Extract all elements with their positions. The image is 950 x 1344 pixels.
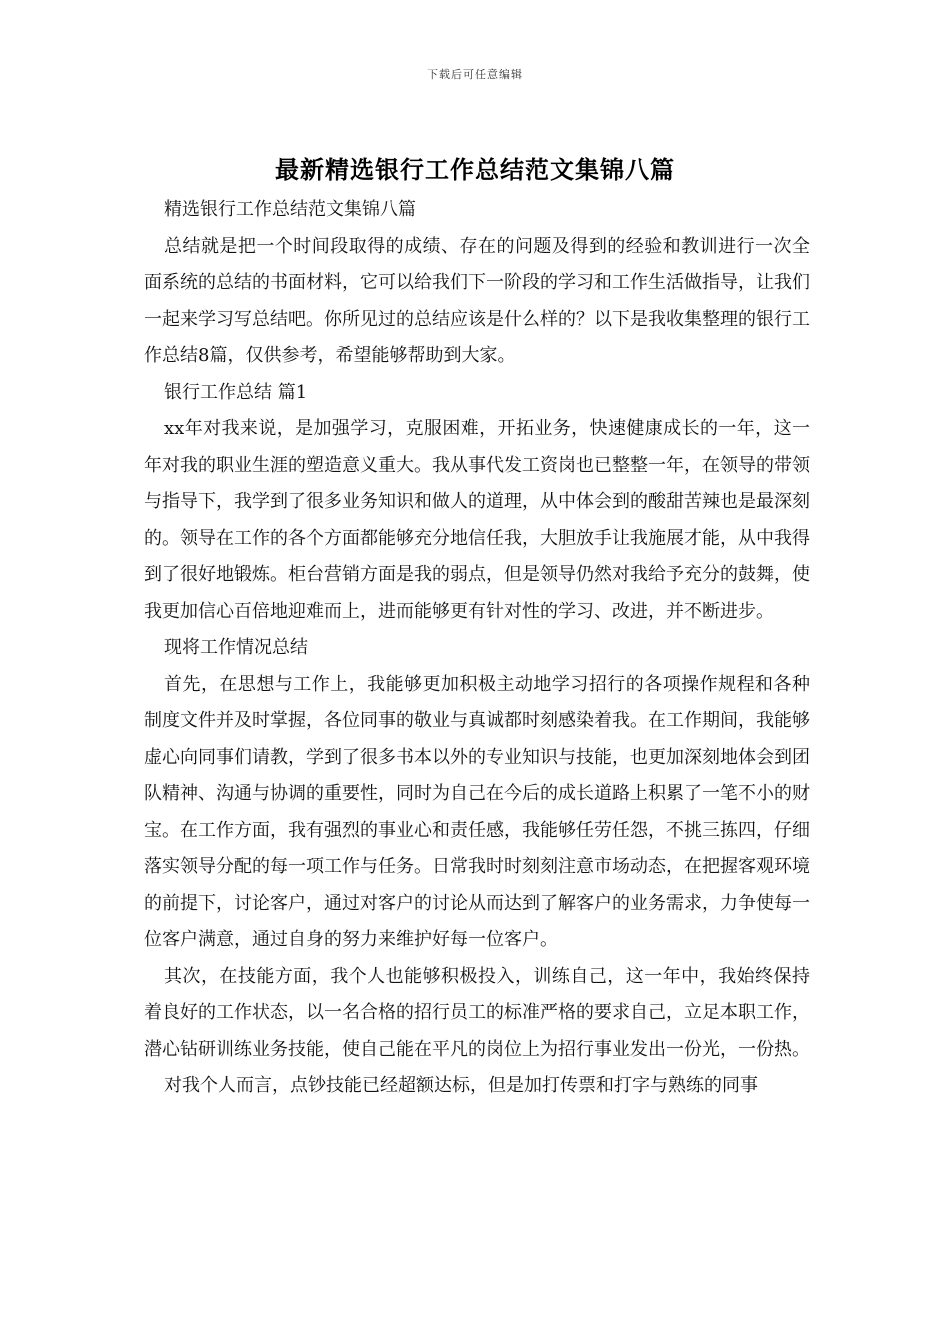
body-paragraph: xx年对我来说，是加强学习，克服困难，开拓业务，快速健康成长的一年，这一年对我的职业生涯的塑造意义重大。我从事代发工资岗也已整整一年，在领导的带领与指导下，我学到了很多业务知识和做人的道理，从中体会到的酸甜苦辣也是最深刻的。领导在工作的各个方面都能够充分地信任我，大胆放手让我施展才能，从中我得到了很好地锻炼。柜台营销方面是我的弱点，但是领导仍然对我给予充分的鼓舞，使我更加信心百倍地迎难而上，进而能够更有针对性的学习、改进，并不断进步。 [144,418,810,622]
section-heading: 银行工作总结 篇1 [164,381,308,403]
subtitle-paragraph: 精选银行工作总结范文集锦八篇 [164,199,416,220]
section-subheading: 现将工作情况总结 [164,637,308,658]
intro-paragraph: 总结就是把一个时间段取得的成绩、存在的问题及得到的经验和教训进行一次全面系统的总结的书面材料，它可以给我们下一阶段的学习和工作生活做指导，让我们一起来学习写总结吧。你所见过的总结应该是什么样的？以下是我收集整理的银行工作总结8篇，仅供参考，希望能够帮助到大家。 [144,235,810,366]
document-title: 最新精选银行工作总结范文集锦八篇 [275,155,675,184]
body-paragraph: 其次，在技能方面，我个人也能够积极投入，训练自己，这一年中，我始终保持着良好的工作状态，以一名合格的招行员工的标准严格的要求自己，立足本职工作，潜心钻研训练业务技能，使自己能在平凡的岗位上为招行事业发出一份光，一份热。 [144,965,810,1060]
body-paragraph: 对我个人而言，点钞技能已经超额达标，但是加打传票和打字与熟练的同事 [164,1075,758,1096]
document-body [144,192,810,1105]
body-paragraph: 首先，在思想与工作上，我能够更加积极主动地学习招行的各项操作规程和各种制度文件并及时掌握，各位同事的敬业与真诚都时刻感染着我。在工作期间，我能够虚心向同事们请教，学到了很多书本以外的专业知识与技能，也更加深刻地体会到团队精神、沟通与协调的重要性，同时为自己在今后的成长道路上积累了一笔不小的财宝。在工作方面，我有强烈的事业心和责任感，我能够任劳任怨，不挑三拣四，仔细落实领导分配的每一项工作与任务。日常我时时刻刻注意市场动态，在把握客观环境的前提下，讨论客户，通过对客户的讨论从而达到了解客户的业务需求，力争使每一位客户满意，通过自身的努力来维护好每一位客户。 [144,673,810,950]
header-note: 下载后可任意编辑 [427,68,523,81]
